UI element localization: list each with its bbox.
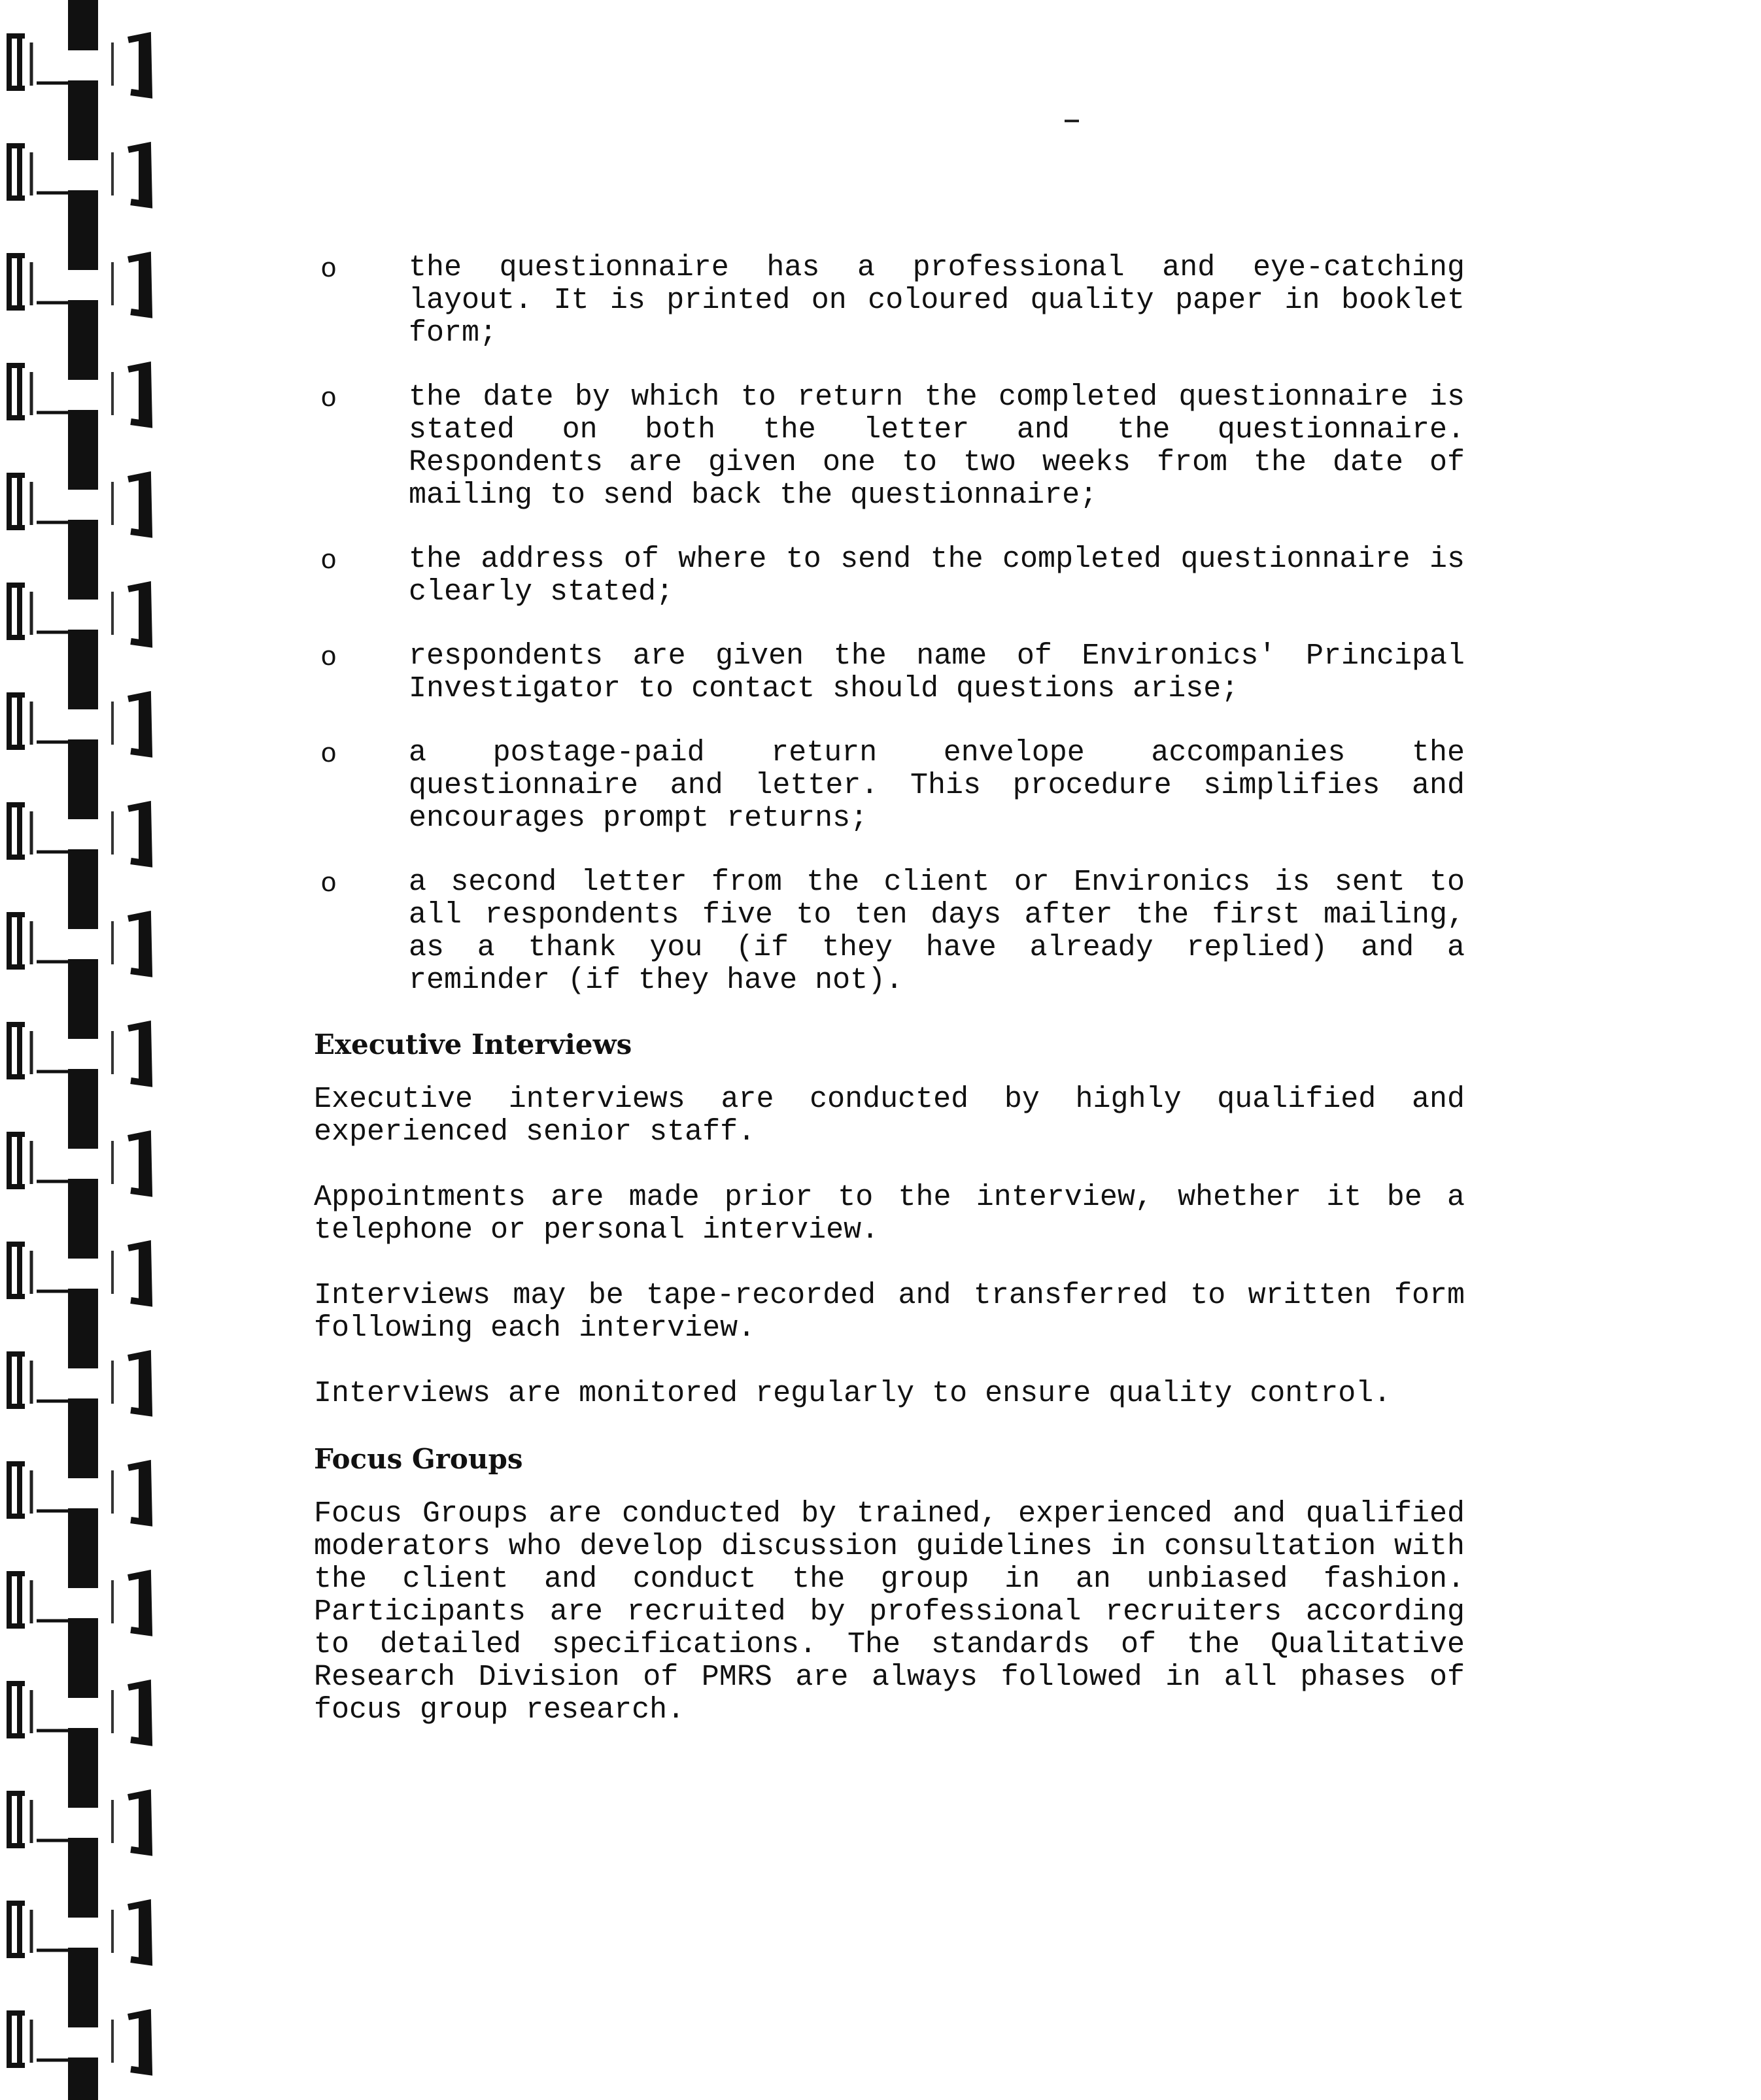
- bullet-text: a postage-paid return envelope accompanies the questionnaire and letter. This procedure simplifies and encourages prompt returns;: [409, 736, 1465, 835]
- binding-gap: [64, 1149, 102, 1179]
- binding-loop-bar: [139, 1137, 148, 1192]
- binding-loop-bar: [139, 1247, 148, 1302]
- binding-loop-bar: [17, 1137, 22, 1184]
- binding-loop-bar: [17, 1796, 22, 1843]
- binding-loop-bar: [139, 39, 148, 93]
- focus-paragraph: Focus Groups are conducted by trained, experienced and qualified moderators who develop discussion guidelines in consultation with the client and conduct the group in an unbiased fashion. Participants are recruited by professional recruiters according to detailed specifications. The standards of the Qualitative Research Division of PMRS are always followed in all phases of focus group research.: [314, 1497, 1465, 1727]
- bullet-marker: o: [320, 545, 337, 577]
- binding-loop-bar: [17, 1027, 22, 1074]
- bullet-item: [314, 737, 1465, 835]
- binding-gap: [64, 709, 102, 739]
- binding-gap: [64, 1368, 102, 1398]
- binding-loop-bar: [139, 1027, 148, 1082]
- executive-paragraph: Interviews are monitored regularly to ensure quality control.: [314, 1377, 1392, 1410]
- binding-loop-bar: [17, 588, 22, 635]
- bullet-marker: o: [320, 739, 337, 770]
- binding-gap: [64, 1259, 102, 1289]
- binding-loop-bar: [139, 807, 148, 862]
- binding-gap: [64, 819, 102, 849]
- binding-loop-bar: [17, 917, 22, 964]
- binding-loop-bar: [139, 1466, 148, 1521]
- executive-interviews-heading: Executive Interviews: [314, 1028, 632, 1060]
- binding-loop-bar: [17, 1357, 22, 1404]
- executive-paragraph: Executive interviews are conducted by highly qualified and experienced senior staff.: [314, 1083, 1465, 1149]
- binding-loop-bar: [17, 1466, 22, 1514]
- bullet-list: [314, 252, 1465, 997]
- bullet-marker: o: [320, 642, 337, 673]
- binding-gap: [64, 1698, 102, 1728]
- binding-loop-bar: [139, 1796, 148, 1851]
- binding-loop-bar: [139, 917, 148, 972]
- binding-loop-bar: [139, 258, 148, 313]
- bullet-item: [314, 252, 1465, 350]
- binding-loop-bar: [17, 148, 22, 195]
- binding-loop-bar: [139, 698, 148, 753]
- binding-loop-bar: [17, 1686, 22, 1733]
- binding-loop-bar: [17, 478, 22, 525]
- binding-loop-bar: [17, 1576, 22, 1623]
- binding-loop-bar: [17, 2016, 22, 2063]
- spiral-binding: [0, 0, 177, 2100]
- bullet-item: [314, 866, 1465, 997]
- page-content: [314, 252, 1465, 1759]
- bullet-text: the questionnaire has a professional and eye-catching layout. It is printed on coloured quality paper in booklet form;: [409, 251, 1465, 350]
- bullet-text: a second letter from the client or Environics is sent to all respondents five to ten days after the first mailing, as a thank you (if they have already replied) and a reminder (if they have not).: [409, 866, 1465, 997]
- bullet-marker: o: [320, 254, 337, 285]
- binding-loop-bar: [17, 807, 22, 855]
- executive-paragraph: Interviews may be tape-recorded and transferred to written form following each interview.: [314, 1279, 1465, 1345]
- binding-loop-bar: [139, 1686, 148, 1741]
- binding-gap: [64, 600, 102, 630]
- binding-loop-bar: [139, 1357, 148, 1412]
- binding-gap: [64, 1478, 102, 1508]
- bullet-marker: o: [320, 383, 337, 415]
- binding-loop-bar: [17, 258, 22, 305]
- binding-loop-bar: [17, 698, 22, 745]
- bullet-text: respondents are given the name of Environics' Principal Investigator to contact should questions arise;: [409, 639, 1465, 705]
- binding-gap: [64, 1588, 102, 1618]
- binding-loop-bar: [17, 39, 22, 86]
- focus-groups-heading: Focus Groups: [314, 1443, 523, 1475]
- binding-gap: [64, 380, 102, 410]
- binding-loop-bar: [139, 148, 148, 203]
- executive-paragraph: Appointments are made prior to the interview, whether it be a telephone or personal interview.: [314, 1181, 1465, 1247]
- bullet-item: [314, 543, 1465, 609]
- binding-loop-bar: [139, 588, 148, 643]
- binding-gap: [64, 929, 102, 959]
- binding-loop-bar: [17, 1247, 22, 1294]
- binding-gap: [64, 1808, 102, 1838]
- binding-gap: [64, 1918, 102, 1948]
- bullet-marker: o: [320, 868, 337, 900]
- binding-gap: [64, 270, 102, 300]
- binding-loop-bar: [139, 478, 148, 533]
- binding-loop-bar: [17, 1906, 22, 1953]
- bullet-item: [314, 640, 1465, 705]
- binding-loop-bar: [17, 368, 22, 415]
- bullet-text: the date by which to return the completed questionnaire is stated on both the letter and the questionnaire. Respondents are given one to two weeks from the date of mailing to send back the questionnaire;: [409, 381, 1465, 512]
- binding-loop-bar: [139, 2016, 148, 2071]
- binding-gap: [64, 490, 102, 520]
- binding-gap: [64, 50, 102, 80]
- bullet-item: [314, 381, 1465, 512]
- binding-gap: [64, 1039, 102, 1069]
- binding-gap: [64, 2027, 102, 2058]
- page-mark: [1065, 120, 1079, 122]
- binding-loop-bar: [139, 1906, 148, 1961]
- binding-loop-bar: [139, 1576, 148, 1631]
- binding-loop-bar: [139, 368, 148, 423]
- bullet-text: the address of where to send the completed questionnaire is clearly stated;: [409, 543, 1465, 609]
- binding-gap: [64, 160, 102, 190]
- binding-graphic: [0, 0, 177, 2100]
